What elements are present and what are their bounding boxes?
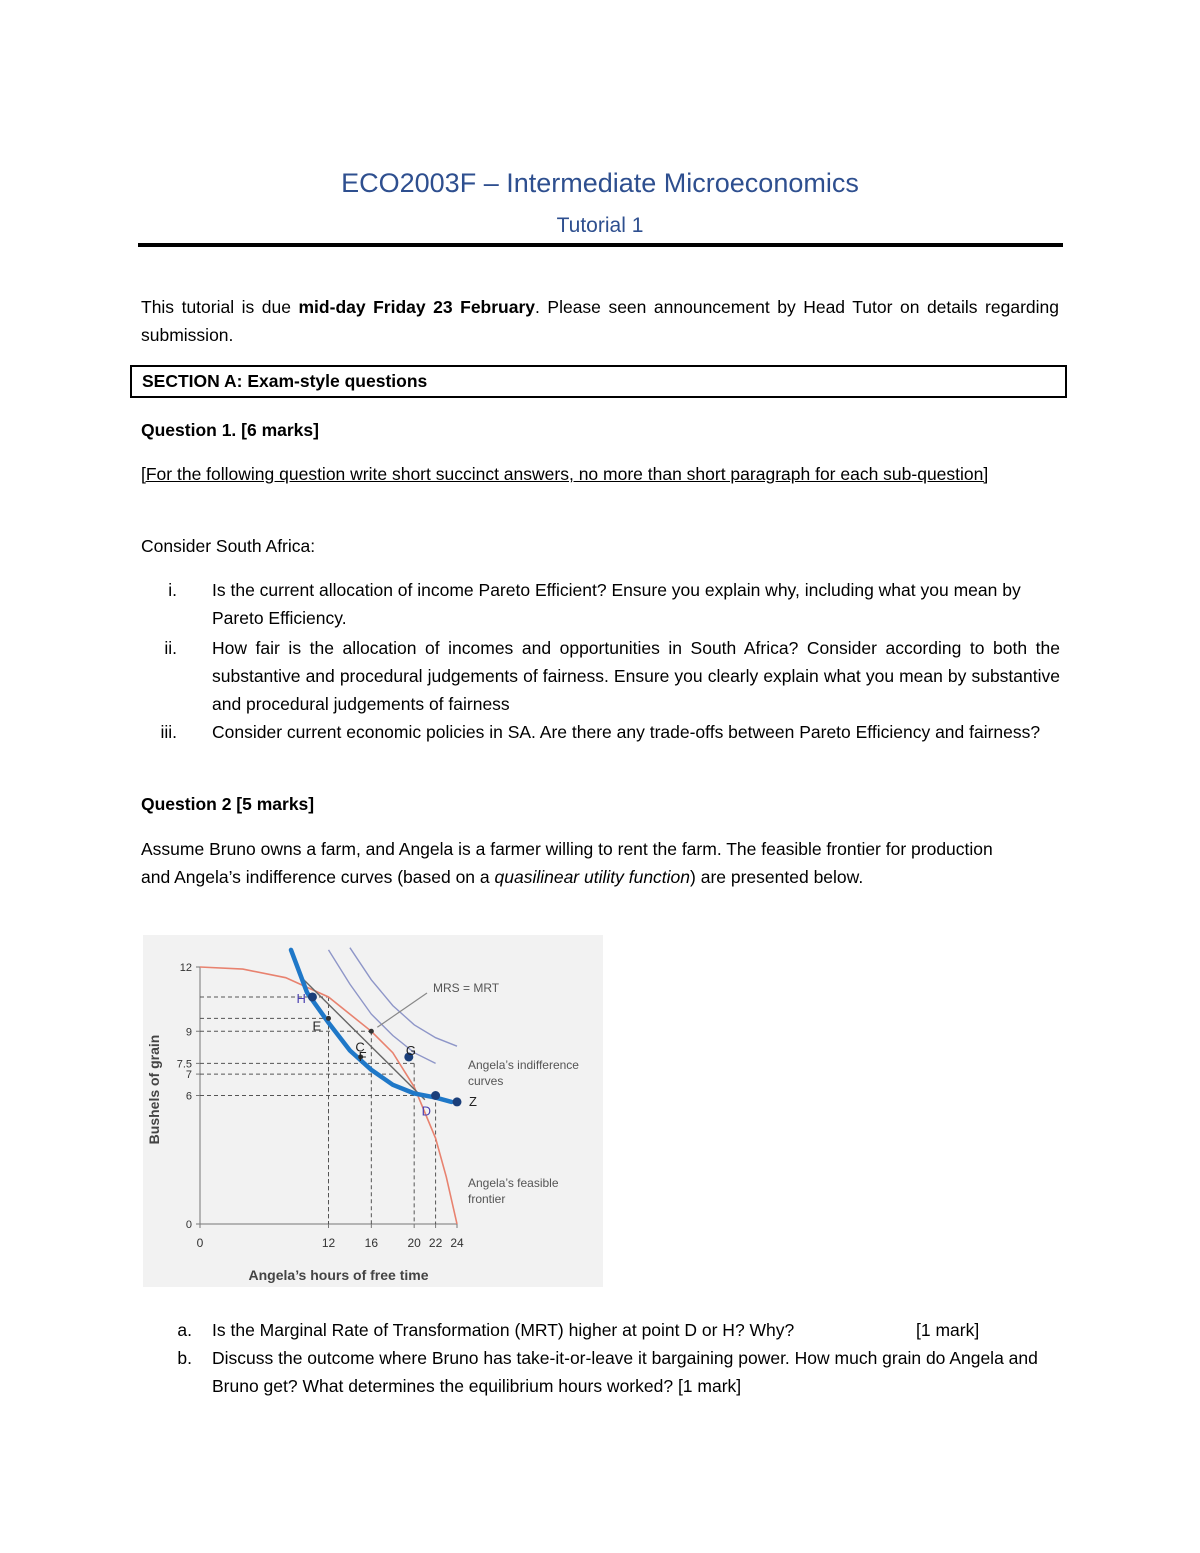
point-label-z: Z: [469, 1093, 477, 1109]
point-h: [308, 992, 317, 1001]
q2-item-marks: [1 mark]: [916, 1320, 980, 1340]
section-a-heading: [130, 365, 1067, 398]
q2-text: Assume Bruno owns a farm, and Angela is a farmer willing to rent the farm. The feasible frontier for production and Angela’s indifference curves (based on a: [141, 839, 993, 887]
point-label-d: D: [421, 1103, 431, 1119]
intro-paragraph: [141, 293, 1059, 349]
intro-text-2: . Please seen announcement by Head Tutor on details regarding submission.: [141, 297, 1059, 345]
q2-item-number: a.: [177, 1320, 192, 1340]
annotation-feasible-frontier: Angela’s feasible: [468, 1176, 559, 1190]
indifference-curve-line: [350, 948, 457, 1046]
x-tick-label: 20: [407, 1236, 421, 1250]
q1-item-number: ii.: [164, 638, 177, 658]
page-title: ECO2003F – Intermediate Microeconomics: [341, 168, 859, 198]
title-divider: [138, 243, 1063, 247]
annotation-indifference-curves-2: curves: [468, 1074, 504, 1088]
q2-item-text: Is the Marginal Rate of Transformation (MRT) higher at point D or H? Why?: [212, 1320, 795, 1340]
y-tick-label: 12: [179, 962, 192, 974]
annotation-feasible-frontier-2: frontier: [468, 1192, 506, 1206]
y-axis-label: Bushels of grain: [146, 1034, 162, 1145]
q1-item-number: i.: [168, 580, 177, 600]
x-tick-label: 22: [428, 1236, 443, 1250]
question-2-heading: Question 2 [5 marks]: [141, 794, 315, 814]
x-tick-label: 12: [321, 1236, 336, 1250]
annotation-indifference-curves: Angela’s indifference: [468, 1058, 579, 1072]
point-e: [326, 1016, 331, 1021]
y-tick-label: 9: [185, 1026, 192, 1039]
point-label-f: F: [358, 1048, 367, 1064]
q2-item-text: Discuss the outcome where Bruno has take-it-or-leave it bargaining power. How much grain do Angela and Bruno get? What determines the equilibrium hours worked? [1 mark]: [212, 1348, 1038, 1396]
point-label-h: H: [296, 990, 306, 1006]
page-subtitle: Tutorial 1: [556, 214, 644, 237]
point-label-g: G: [405, 1042, 416, 1058]
x-axis-label: Angela’s hours of free time: [248, 1267, 429, 1283]
annotation-mrs-mrt: MRS = MRT: [433, 981, 500, 995]
q1-item-text: Consider current economic policies in SA. Are there any trade-offs between Pareto Efficiency and fairness?: [212, 722, 1041, 742]
question-2-text: [141, 835, 1026, 891]
intro-text: This tutorial is due: [141, 297, 299, 317]
point-c: [369, 1029, 374, 1034]
point-z: [453, 1097, 462, 1106]
frontier-chart: [143, 935, 603, 1287]
x-tick-label: 0: [196, 1236, 204, 1250]
point-label-c: C: [355, 1039, 365, 1055]
q1-item-text: Is the current allocation of income Pareto Efficient? Ensure you explain why, including what you mean by Pareto Efficiency.: [212, 580, 1021, 628]
y-tick-label: 7.5: [176, 1058, 192, 1071]
q1-item-text: How fair is the allocation of incomes and opportunities in South Africa? Consider according to both the substantive and procedural judgements of fairness. Ensure you clearly explain what you mean by substantive and procedural judgements of fairness: [212, 638, 1060, 714]
x-tick-label: 24: [450, 1236, 464, 1250]
due-date: mid-day Friday 23 February: [298, 297, 536, 317]
point-d: [431, 1091, 440, 1100]
chart-figure: [143, 935, 603, 1287]
q2-item-number: b.: [177, 1348, 192, 1368]
y-tick-label: 7: [185, 1069, 192, 1082]
q1-item-number: iii.: [160, 722, 177, 742]
question-1-lead: Consider South Africa:: [141, 536, 316, 556]
section-a-label: SECTION A: Exam-style questions: [142, 371, 428, 391]
question-1-instruction: [For the following question write short succinct answers, no more than short paragraph for each sub-question]: [141, 464, 989, 484]
x-tick-label: 16: [364, 1236, 379, 1250]
question-1-heading: Question 1. [6 marks]: [141, 420, 319, 440]
q2-italic: quasilinear utility function: [494, 867, 691, 887]
annotation-arrow: [377, 993, 427, 1027]
q2-text-2: ) are presented below.: [690, 867, 864, 887]
point-label-e: E: [312, 1018, 322, 1034]
y-tick-label: 0: [185, 1219, 192, 1231]
y-tick-label: 6: [185, 1090, 192, 1103]
